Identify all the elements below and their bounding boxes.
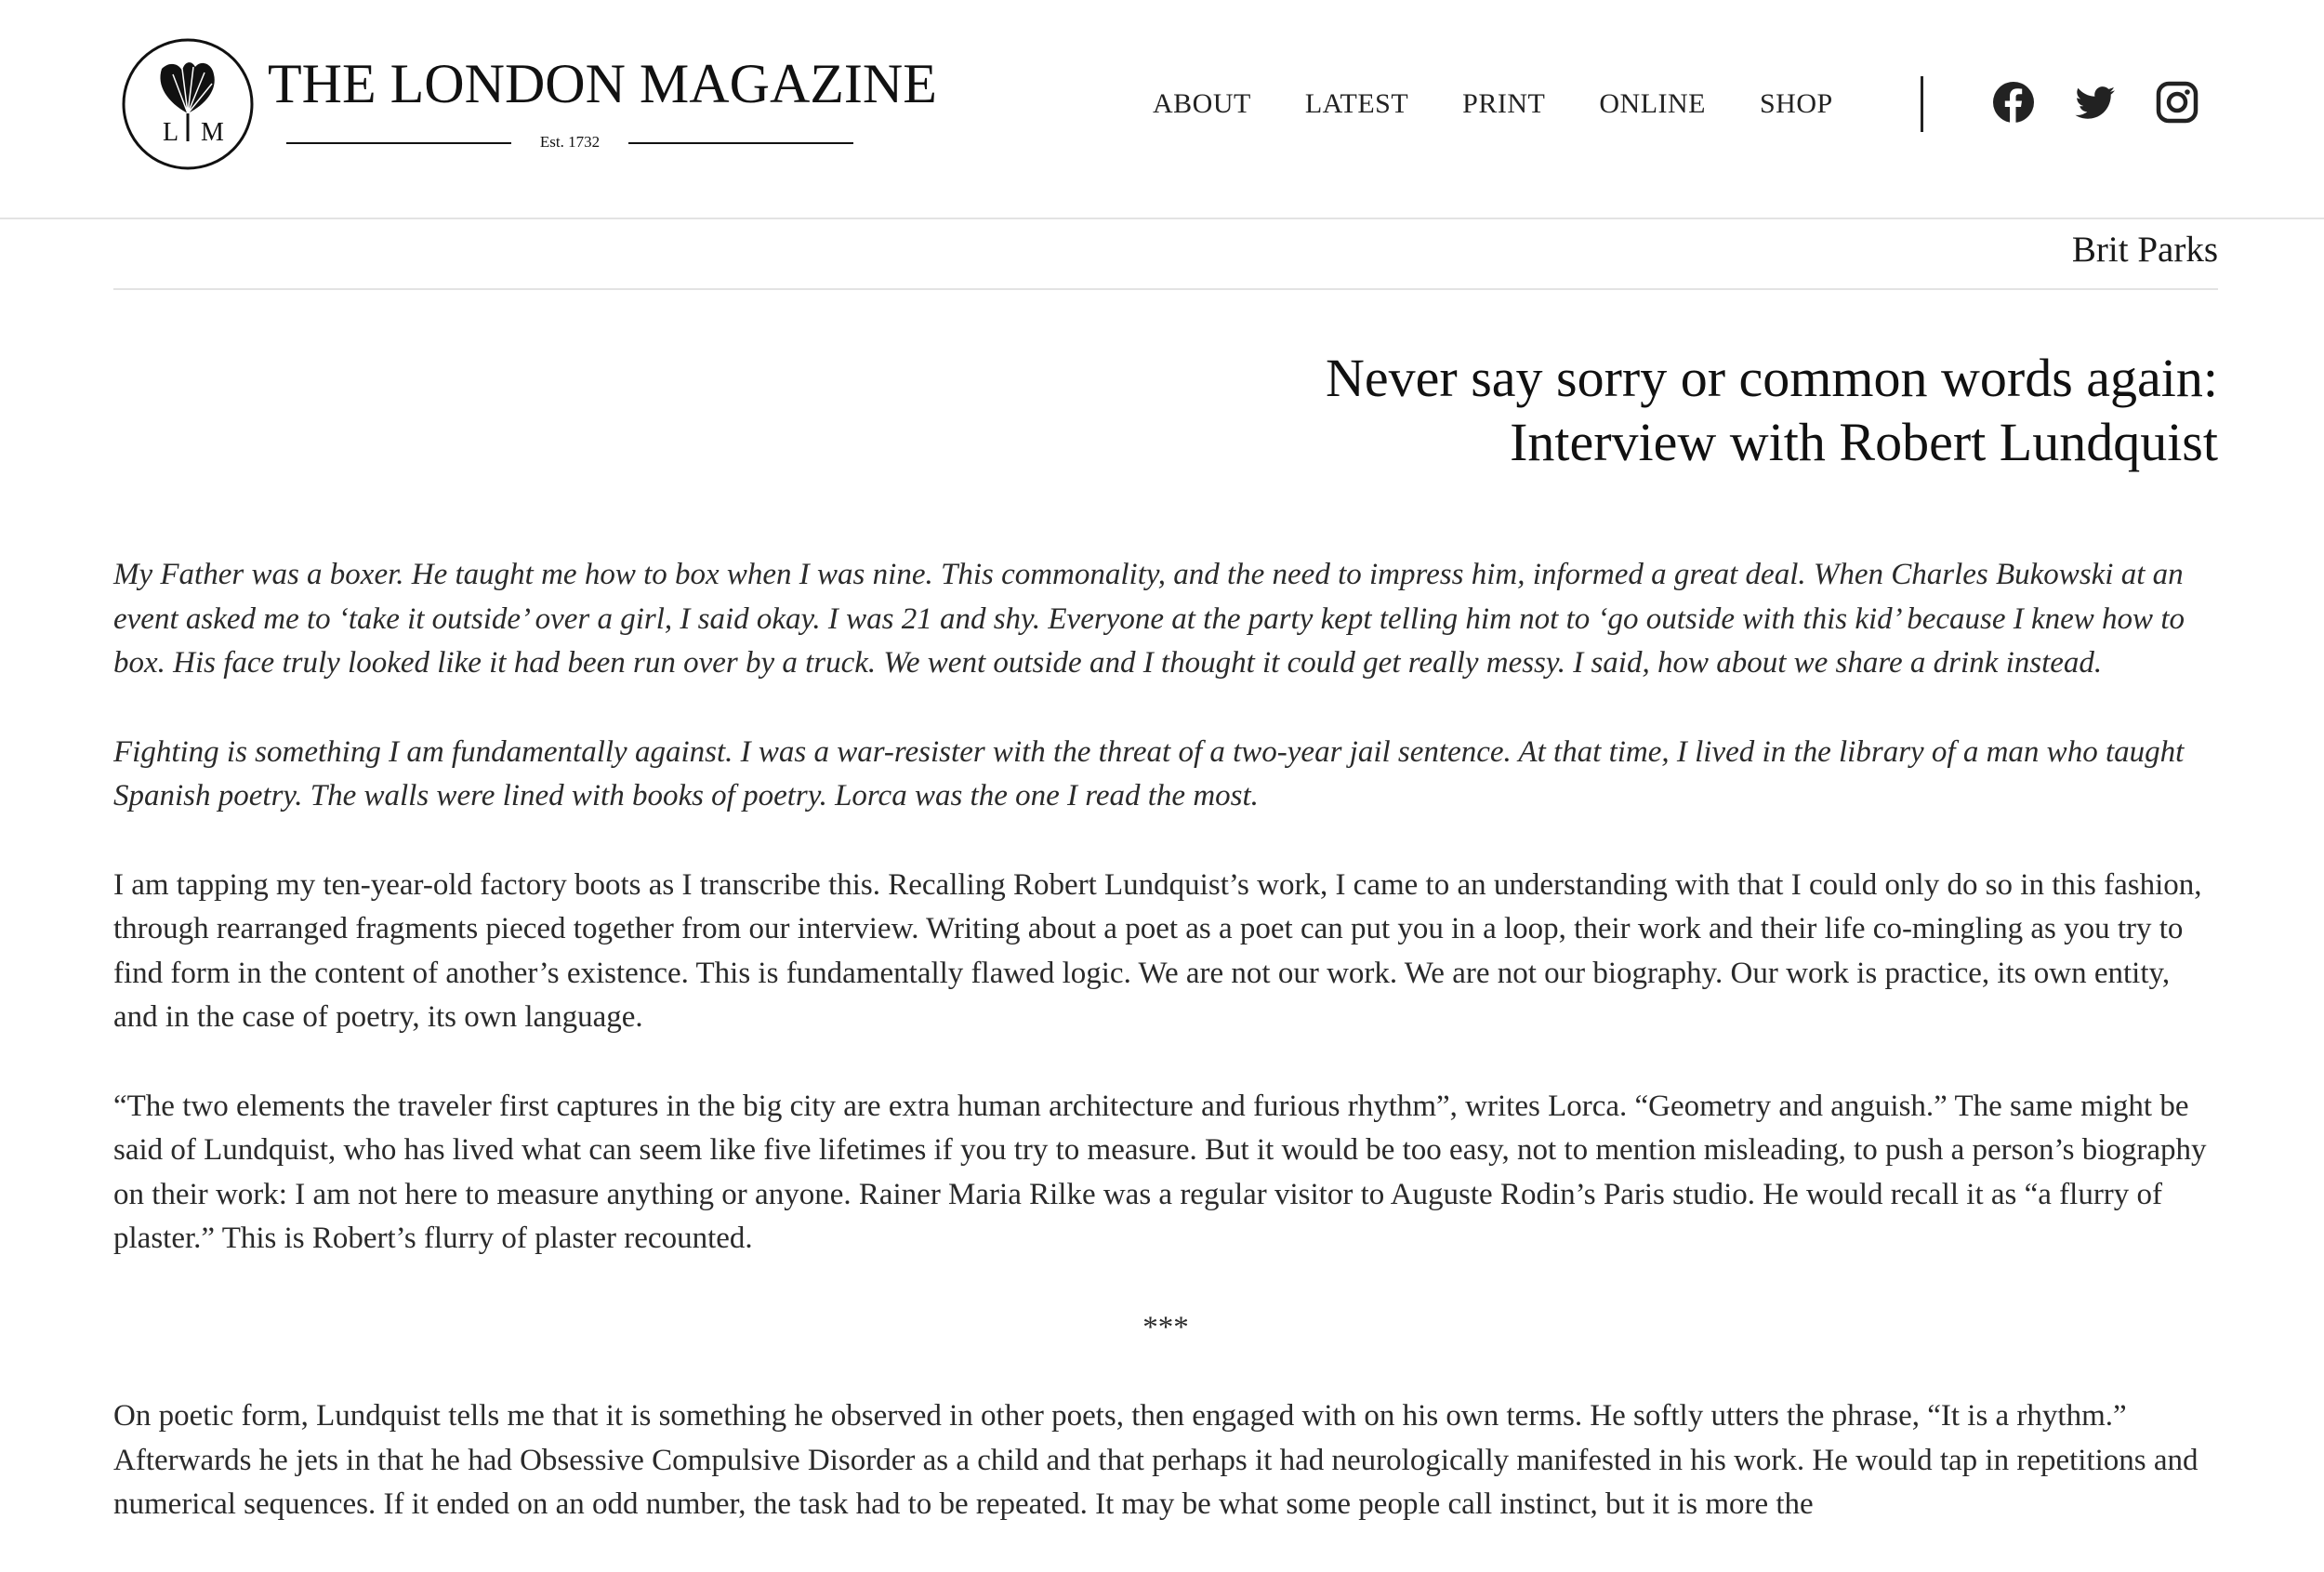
facebook-icon[interactable] [1991, 80, 2036, 125]
article-paragraph: On poetic form, Lundquist tells me that it is something he observed in other poets, then engaged with on his own terms. He softly utters the phrase, “It is a rhythm.” Afterwards he jets in that he had Obsessive Compulsive Disorder as a child and that perhaps it had neurologically manifested in his work. He would tap in repetitions and numerical sequences. If it ended on an odd number, the task had to be repeated. It may be what some people call instinct, but it is more the [113, 1399, 2199, 1521]
article-paragraph: I am tapping my ten-year-old factory boots as I transcribe this. Recalling Robert Lundquist’s work, I came to an understanding with that I could only do so in this fashion, through rearranged fragments pieced together from our interview. Writing about a poet as a poet can put you in a loop, their work and their life co-mingling as you try to find form in the content of another’s existence. This is fundamentally flawed logic. We are not our work. We are not our biography. Our work is practice, its own entity, and in the case of poetry, its own language. [113, 867, 2202, 1034]
article-paragraph: “The two elements the traveler first captures in the big city are extra human architecture and furious rhythm”, writes Lorca. “Geometry and anguish.” The same might be said of Lundquist, who has lived what can seem like five lifetimes if you try to measure. But it would be too easy, not to mention misleading, to push a person’s biography on their work: I am not here to measure anything or anyone. Rainer Maria Rilke was a regular visitor to Auguste Rodin’s Paris studio. He would recall it as “a flurry of plaster.” This is Robert’s flurry of plaster recounted. [113, 1089, 2207, 1255]
social-links [1991, 80, 2199, 125]
nav-divider [1921, 76, 1923, 132]
logo-title: THE LONDON MAGAZINE [268, 53, 937, 114]
article-title-line1: Never say sorry or common words again: [1326, 348, 2218, 408]
article-paragraph: Fighting is something I am fundamentally against. I was a war-resister with the threat of a two-year jail sentence. At that time, I lived in the library of a man who taught Spanish poetry. The walls were lined with books of poetry. Lorca was the one I read the most. [113, 734, 2185, 812]
nav-shop[interactable]: SHOP [1760, 88, 1833, 119]
article-title [837, 346, 2218, 474]
logo-est-row [286, 128, 853, 156]
article-title-line2: Interview with Robert Lundquist [1510, 412, 2218, 472]
logo-rule-right [628, 142, 853, 144]
logo-monogram-m: M [201, 118, 224, 147]
site-logo[interactable] [121, 37, 937, 177]
logo-est: Est. 1732 [539, 133, 601, 151]
twitter-icon[interactable] [2073, 80, 2118, 125]
nav-latest[interactable]: LATEST [1304, 88, 1409, 119]
author-row [113, 219, 2218, 290]
nav-online[interactable]: ONLINE [1599, 88, 1706, 119]
site-header [0, 0, 2324, 219]
article-paragraph: My Father was a boxer. He taught me how to box when I was nine. This commonality, and the need to impress him, informed a great deal. When Charles Bukowski at an event asked me to ‘take it outside’ over a girl, I said okay. I was 21 and shy. Everyone at the party kept telling him not to ‘go outside with this kid’ because I knew how to box. His face truly looked like it had been run over by a truck. We went outside and I thought it could get really messy. I said, how about we share a drink instead. [113, 558, 2185, 680]
nav-print[interactable]: PRINT [1462, 88, 1546, 119]
section-separator: *** [1142, 1310, 1189, 1344]
logo-monogram-l: L [163, 118, 179, 147]
author-name[interactable]: Brit Parks [2071, 230, 2218, 270]
nav-about[interactable]: ABOUT [1153, 88, 1251, 119]
ginkgo-logo-icon [121, 37, 255, 171]
article-body [113, 553, 2218, 1572]
main-nav [1153, 86, 1887, 123]
instagram-icon[interactable] [2155, 80, 2199, 125]
